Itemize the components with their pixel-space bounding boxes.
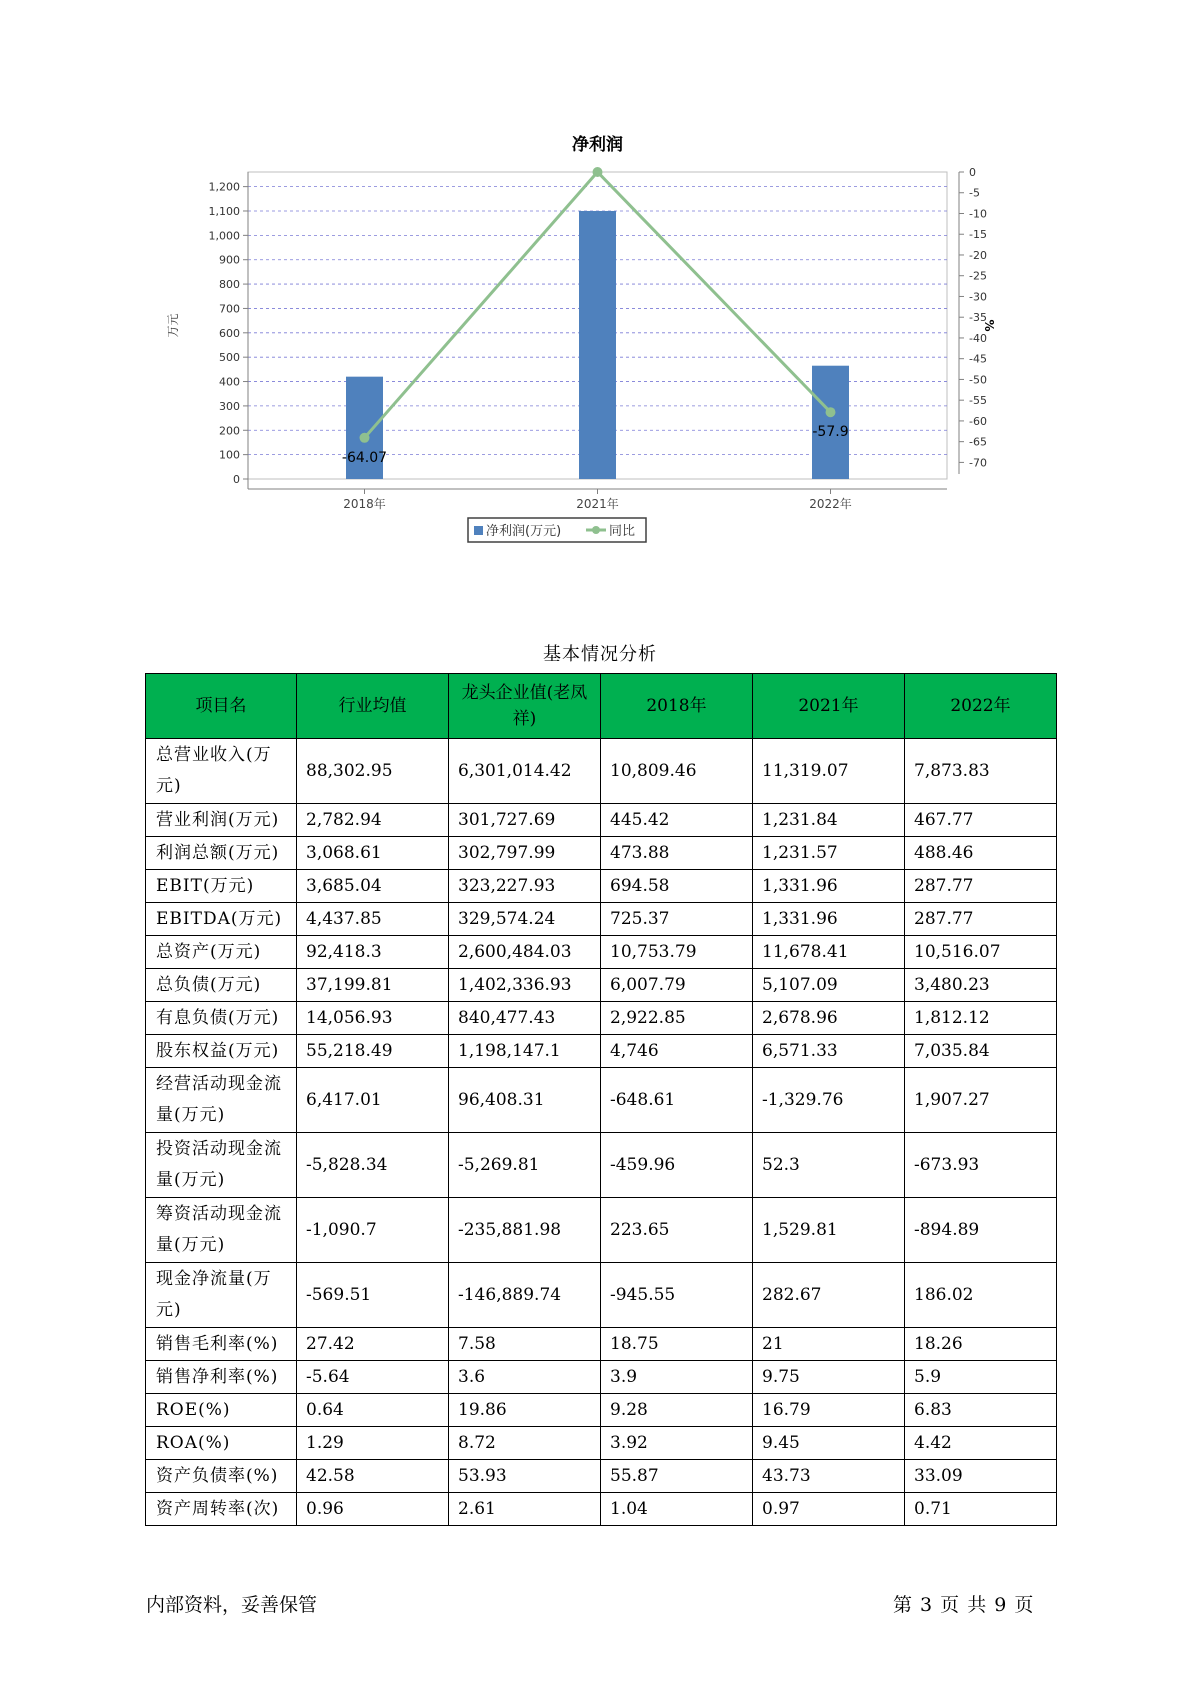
table-cell: -459.96 xyxy=(601,1133,753,1198)
table-header-row xyxy=(146,674,1057,739)
table-cell: 6,301,014.42 xyxy=(449,739,601,804)
table-cell: 1,907.27 xyxy=(905,1068,1057,1133)
table-cell: 1.29 xyxy=(297,1427,449,1460)
table-cell: 1,331.96 xyxy=(753,870,905,903)
y-tick-label: 900 xyxy=(219,253,240,267)
legend-line-label: 同比 xyxy=(609,524,636,539)
table-cell: 19.86 xyxy=(449,1394,601,1427)
table-cell: 302,797.99 xyxy=(449,837,601,870)
table-cell: 223.65 xyxy=(601,1198,753,1263)
table-cell: 27.42 xyxy=(297,1328,449,1361)
table-row xyxy=(146,1460,1057,1493)
y-tick-label: 700 xyxy=(219,302,240,316)
header-2021: 2021年 xyxy=(753,674,905,739)
table-cell: 7,035.84 xyxy=(905,1035,1057,1068)
table-cell: 10,809.46 xyxy=(601,739,753,804)
table-cell: -1,090.7 xyxy=(297,1198,449,1263)
table-cell: 694.58 xyxy=(601,870,753,903)
table-row xyxy=(146,1198,1057,1263)
net-profit-chart xyxy=(150,130,1050,600)
table-cell: 96,408.31 xyxy=(449,1068,601,1133)
y2-tick-label: -50 xyxy=(969,373,987,387)
table-cell: 6,571.33 xyxy=(753,1035,905,1068)
table-cell: 43.73 xyxy=(753,1460,905,1493)
table-row xyxy=(146,870,1057,903)
table-row xyxy=(146,1002,1057,1035)
y2-tick-label: -20 xyxy=(969,248,987,262)
chart-title: 净利润 xyxy=(572,135,623,155)
table-cell: 6.83 xyxy=(905,1394,1057,1427)
table-cell: 1,198,147.1 xyxy=(449,1035,601,1068)
table-cell: 18.75 xyxy=(601,1328,753,1361)
y-tick-label: 0 xyxy=(233,473,240,486)
row-label: 营业利润(万元) xyxy=(146,804,297,837)
row-label: ROE(%) xyxy=(146,1394,297,1427)
table-cell: 52.3 xyxy=(753,1133,905,1198)
row-label: 经营活动现金流量(万元) xyxy=(146,1068,297,1133)
table-cell: 3.9 xyxy=(601,1361,753,1394)
table-cell: 21 xyxy=(753,1328,905,1361)
table-cell: 7.58 xyxy=(449,1328,601,1361)
table-cell: 2,922.85 xyxy=(601,1002,753,1035)
x-tick-label: 2022年 xyxy=(809,497,852,511)
table-cell: 11,678.41 xyxy=(753,936,905,969)
row-label: 销售净利率(%) xyxy=(146,1361,297,1394)
table-cell: 473.88 xyxy=(601,837,753,870)
row-label: 现金净流量(万元) xyxy=(146,1263,297,1328)
table-cell: 287.77 xyxy=(905,903,1057,936)
table-cell: 2,782.94 xyxy=(297,804,449,837)
row-label: 股东权益(万元) xyxy=(146,1035,297,1068)
table-row xyxy=(146,739,1057,804)
table-cell: 16.79 xyxy=(753,1394,905,1427)
table-cell: 42.58 xyxy=(297,1460,449,1493)
table-cell: 323,227.93 xyxy=(449,870,601,903)
table-cell: 7,873.83 xyxy=(905,739,1057,804)
y2-tick-label: -35 xyxy=(969,311,987,325)
table-cell: 1,529.81 xyxy=(753,1198,905,1263)
y2-tick-label: -55 xyxy=(969,394,987,408)
table-cell: 0.96 xyxy=(297,1493,449,1526)
table-cell: 1,331.96 xyxy=(753,903,905,936)
table-cell: 1.04 xyxy=(601,1493,753,1526)
table-cell: 6,007.79 xyxy=(601,969,753,1002)
header-item-name: 项目名 xyxy=(146,674,297,739)
table-cell: 3,480.23 xyxy=(905,969,1057,1002)
table-cell: -146,889.74 xyxy=(449,1263,601,1328)
table-row xyxy=(146,1394,1057,1427)
table-cell: 9.75 xyxy=(753,1361,905,1394)
bar-2021年 xyxy=(579,211,616,479)
row-label: 销售毛利率(%) xyxy=(146,1328,297,1361)
y-tick-label: 500 xyxy=(219,351,240,365)
basic-analysis-table xyxy=(145,673,1057,1526)
y-tick-label: 1,200 xyxy=(208,180,240,194)
table-row xyxy=(146,1263,1057,1328)
table-row xyxy=(146,1068,1057,1133)
y2-tick-label: -70 xyxy=(969,456,987,470)
row-label: 筹资活动现金流量(万元) xyxy=(146,1198,297,1263)
table-cell: 1,812.12 xyxy=(905,1002,1057,1035)
table-cell: 1,231.84 xyxy=(753,804,905,837)
y2-tick-label: -5 xyxy=(969,186,980,200)
footer-page-number: 第 3 页 共 9 页 xyxy=(893,1594,1034,1616)
table-cell: 467.77 xyxy=(905,804,1057,837)
table-cell: 10,516.07 xyxy=(905,936,1057,969)
y2-tick-label: -15 xyxy=(969,228,987,242)
table-cell: 2,600,484.03 xyxy=(449,936,601,969)
table-cell: 3.6 xyxy=(449,1361,601,1394)
table-cell: 88,302.95 xyxy=(297,739,449,804)
y-tick-label: 100 xyxy=(219,448,240,462)
table-cell: 0.64 xyxy=(297,1394,449,1427)
table-row xyxy=(146,936,1057,969)
table-row xyxy=(146,903,1057,936)
header-2022: 2022年 xyxy=(905,674,1057,739)
table-cell: 3,685.04 xyxy=(297,870,449,903)
y2-tick-label: -65 xyxy=(969,435,987,449)
table-cell: -5.64 xyxy=(297,1361,449,1394)
data-label: -57.9 xyxy=(812,424,849,441)
table-cell: 10,753.79 xyxy=(601,936,753,969)
table-cell: 301,727.69 xyxy=(449,804,601,837)
table-cell: 18.26 xyxy=(905,1328,1057,1361)
y2-axis-label: % xyxy=(982,319,996,332)
table-cell: -5,828.34 xyxy=(297,1133,449,1198)
y2-tick-label: -10 xyxy=(969,207,987,221)
y-tick-label: 1,000 xyxy=(208,229,240,243)
table-cell: 488.46 xyxy=(905,837,1057,870)
x-tick-label: 2021年 xyxy=(576,497,619,511)
row-label: EBIT(万元) xyxy=(146,870,297,903)
table-row xyxy=(146,1035,1057,1068)
table-cell: 6,417.01 xyxy=(297,1068,449,1133)
y-tick-label: 300 xyxy=(219,399,240,413)
table-cell: 1,231.57 xyxy=(753,837,905,870)
table-cell: 11,319.07 xyxy=(753,739,905,804)
row-label: 资产周转率(次) xyxy=(146,1493,297,1526)
x-tick-label: 2018年 xyxy=(343,497,386,511)
table-cell: 55,218.49 xyxy=(297,1035,449,1068)
table-row xyxy=(146,1427,1057,1460)
table-cell: -1,329.76 xyxy=(753,1068,905,1133)
table-cell: 840,477.43 xyxy=(449,1002,601,1035)
table-cell: -235,881.98 xyxy=(449,1198,601,1263)
legend-bar-label: 净利润(万元) xyxy=(486,524,562,539)
table-cell: -894.89 xyxy=(905,1198,1057,1263)
table-cell: 37,199.81 xyxy=(297,969,449,1002)
y-tick-label: 200 xyxy=(219,424,240,438)
table-cell: 3.92 xyxy=(601,1427,753,1460)
table-cell: 4,746 xyxy=(601,1035,753,1068)
y2-tick-label: -45 xyxy=(969,352,987,366)
table-cell: 0.97 xyxy=(753,1493,905,1526)
table-row xyxy=(146,837,1057,870)
table-cell: 445.42 xyxy=(601,804,753,837)
table-row xyxy=(146,804,1057,837)
table-cell: 0.71 xyxy=(905,1493,1057,1526)
row-label: 投资活动现金流量(万元) xyxy=(146,1133,297,1198)
row-label: ROA(%) xyxy=(146,1427,297,1460)
table-cell: 33.09 xyxy=(905,1460,1057,1493)
table-title: 基本情况分析 xyxy=(543,644,657,665)
legend-line-marker xyxy=(592,526,600,534)
y2-tick-label: -40 xyxy=(969,331,987,345)
table-cell: 1,402,336.93 xyxy=(449,969,601,1002)
y-tick-label: 400 xyxy=(219,375,240,389)
table-cell: 9.45 xyxy=(753,1427,905,1460)
row-label: EBITDA(万元) xyxy=(146,903,297,936)
table-cell: 14,056.93 xyxy=(297,1002,449,1035)
yoy-point-2021年 xyxy=(593,167,603,177)
table-row xyxy=(146,969,1057,1002)
y2-tick-label: -30 xyxy=(969,290,987,304)
y2-tick-label: -25 xyxy=(969,269,987,283)
y2-tick-label: -60 xyxy=(969,414,987,428)
row-label: 有息负债(万元) xyxy=(146,1002,297,1035)
data-label: -64.07 xyxy=(341,449,388,466)
table-cell: 3,068.61 xyxy=(297,837,449,870)
header-industry-avg: 行业均值 xyxy=(297,674,449,739)
yoy-point-2018年 xyxy=(360,433,370,443)
table-cell: -945.55 xyxy=(601,1263,753,1328)
table-cell: 287.77 xyxy=(905,870,1057,903)
y-tick-label: 600 xyxy=(219,326,240,340)
table-cell: 186.02 xyxy=(905,1263,1057,1328)
table-row xyxy=(146,1133,1057,1198)
table-cell: -673.93 xyxy=(905,1133,1057,1198)
table-cell: 9.28 xyxy=(601,1394,753,1427)
table-row xyxy=(146,1328,1057,1361)
table-cell: 55.87 xyxy=(601,1460,753,1493)
table-row xyxy=(146,1493,1057,1526)
table-cell: 92,418.3 xyxy=(297,936,449,969)
table-cell: 53.93 xyxy=(449,1460,601,1493)
table-cell: -648.61 xyxy=(601,1068,753,1133)
table-cell: 725.37 xyxy=(601,903,753,936)
row-label: 总营业收入(万元) xyxy=(146,739,297,804)
bar-2022年 xyxy=(812,366,849,479)
row-label: 总负债(万元) xyxy=(146,969,297,1002)
header-leader-value: 龙头企业值(老凤祥) xyxy=(449,674,601,739)
row-label: 总资产(万元) xyxy=(146,936,297,969)
table-cell: 282.67 xyxy=(753,1263,905,1328)
y-axis-label: 万元 xyxy=(166,313,180,338)
table-cell: 2,678.96 xyxy=(753,1002,905,1035)
table-cell: 8.72 xyxy=(449,1427,601,1460)
footer-confidential-note: 内部资料，妥善保管 xyxy=(146,1594,318,1616)
table-cell: 5,107.09 xyxy=(753,969,905,1002)
table-cell: 329,574.24 xyxy=(449,903,601,936)
table-cell: 4.42 xyxy=(905,1427,1057,1460)
header-2018: 2018年 xyxy=(601,674,753,739)
table-cell: 2.61 xyxy=(449,1493,601,1526)
y-tick-label: 1,100 xyxy=(208,204,240,218)
table-cell: -569.51 xyxy=(297,1263,449,1328)
table-cell: -5,269.81 xyxy=(449,1133,601,1198)
table-cell: 5.9 xyxy=(905,1361,1057,1394)
table-row xyxy=(146,1361,1057,1394)
row-label: 资产负债率(%) xyxy=(146,1460,297,1493)
yoy-point-2022年 xyxy=(826,407,836,417)
y-tick-label: 800 xyxy=(219,278,240,292)
table-cell: 4,437.85 xyxy=(297,903,449,936)
legend-bar-swatch xyxy=(474,526,483,535)
row-label: 利润总额(万元) xyxy=(146,837,297,870)
y2-tick-label: 0 xyxy=(969,166,976,179)
